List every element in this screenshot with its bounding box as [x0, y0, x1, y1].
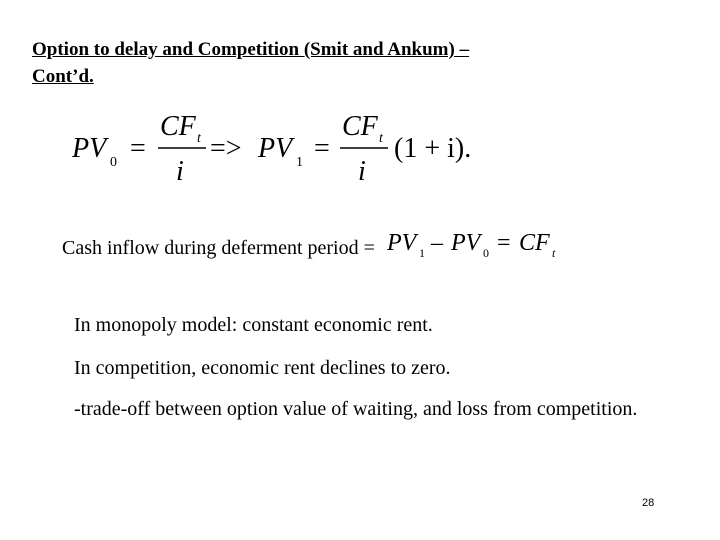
page-number: 28 — [642, 497, 655, 509]
numerator-cf-subscript: t — [197, 131, 201, 146]
pv0-subscript: 0 — [110, 155, 117, 170]
equals-sign-1: = — [130, 133, 146, 164]
cash-inflow-line — [62, 226, 567, 270]
numerator2-cf-subscript: t — [379, 131, 383, 146]
equals-sign-2: = — [314, 133, 330, 164]
pv1-subscript: 1 — [296, 155, 303, 170]
paragraph-competition: In competition, economic rent declines to zero. — [74, 357, 451, 379]
cash-inflow-equation — [387, 226, 567, 270]
slide-title — [32, 36, 632, 90]
numerator-cf: CF — [160, 111, 196, 142]
cash-inflow-svg — [387, 226, 567, 262]
implies-arrow: => — [210, 133, 242, 164]
title-line-1: Option to delay and Competition (Smit and Ankum) – — [32, 39, 470, 60]
paragraph-monopoly: In monopoly model: constant economic rent. — [74, 314, 433, 336]
cash-equals: = — [496, 230, 511, 256]
pv0-base: PV — [72, 133, 107, 164]
denominator2-i: i — [358, 156, 366, 187]
cash-cf-subscript: t — [551, 246, 556, 260]
present-value-equation — [72, 106, 502, 190]
pv1-base: PV — [258, 133, 293, 164]
cash-pv0: PV — [450, 230, 481, 256]
title-line-2: Cont’d. — [32, 66, 94, 87]
numerator2-cf: CF — [342, 111, 378, 142]
cash-pv0-subscript: 0 — [482, 246, 489, 260]
cash-minus: – — [430, 230, 443, 256]
cash-inflow-label: Cash inflow during deferment period = — [62, 237, 375, 259]
growth-factor: (1 + i). — [394, 133, 472, 164]
equation-svg — [72, 106, 502, 190]
cash-cf: CF — [518, 230, 550, 256]
paragraph-trade-off: -trade-off between option value of waiting, and loss from competition. — [74, 398, 638, 420]
cash-pv1: PV — [386, 230, 417, 256]
cash-pv1-subscript: 1 — [418, 246, 425, 260]
denominator-i: i — [176, 156, 184, 187]
